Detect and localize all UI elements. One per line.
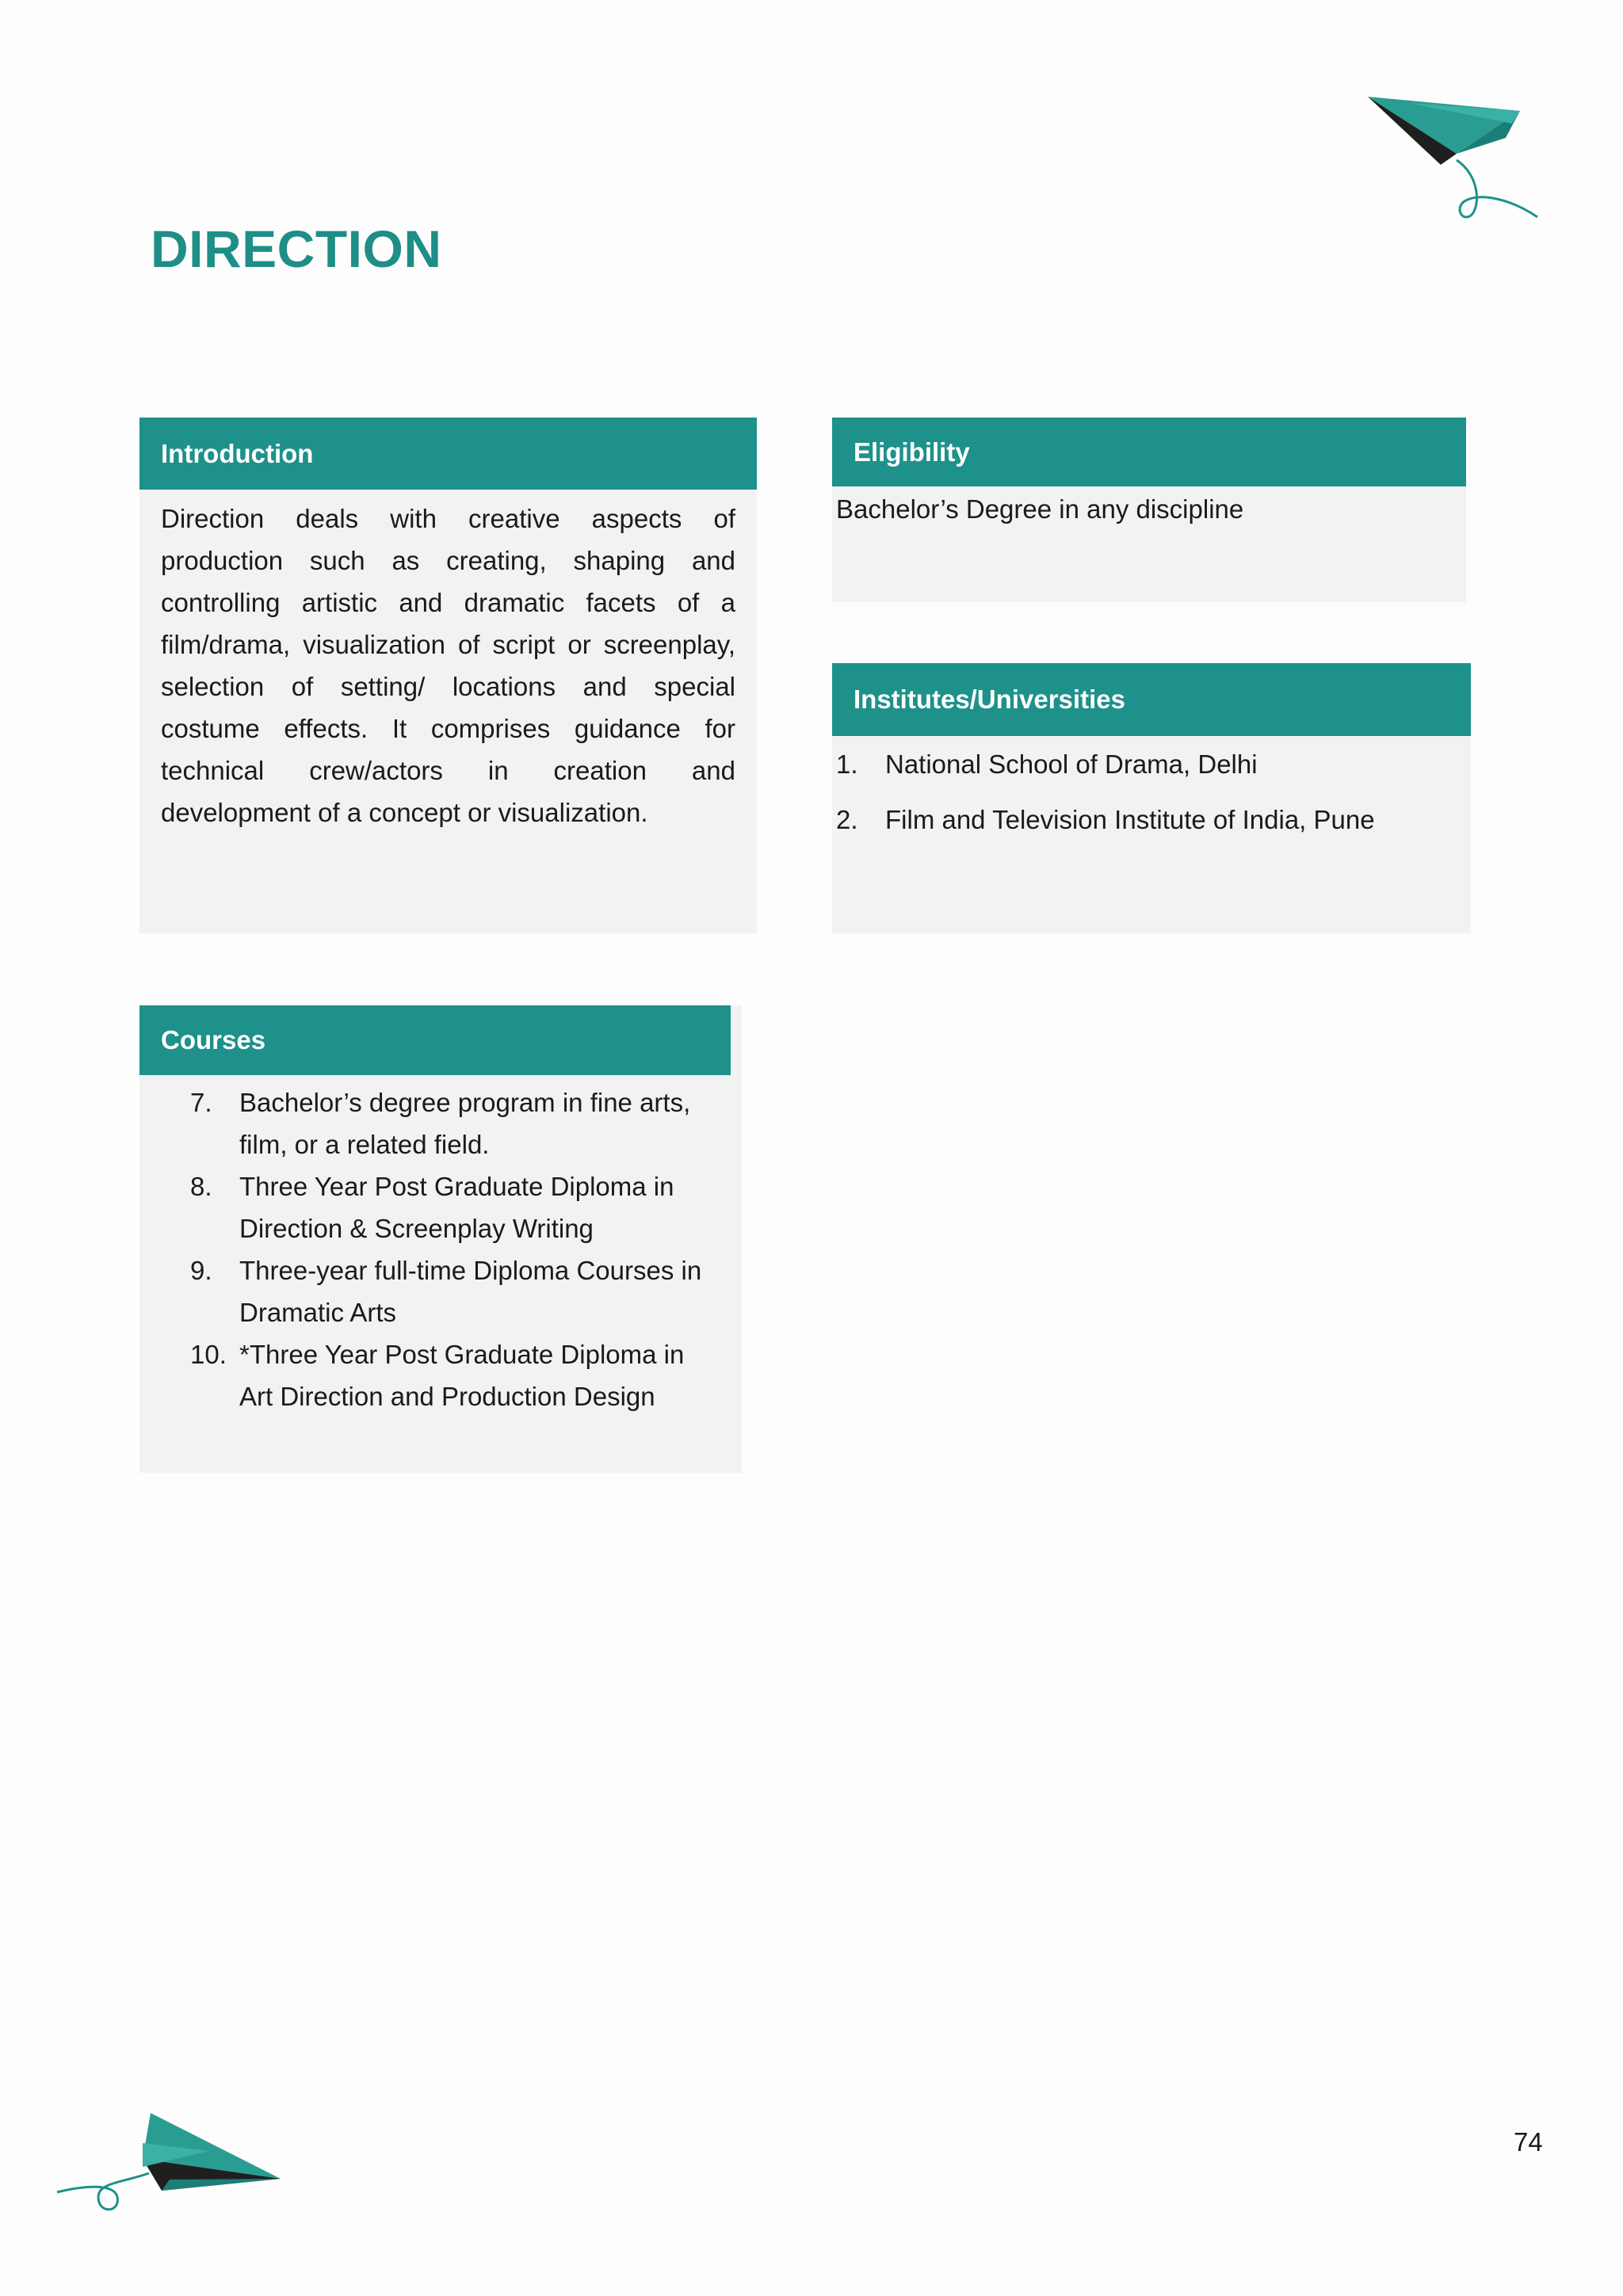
list-item-number: 1. <box>836 749 858 779</box>
list-item <box>190 1333 742 1417</box>
list-item-number: 8. <box>190 1172 212 1201</box>
paper-plane-icon <box>1361 89 1552 231</box>
list-item <box>190 1081 742 1165</box>
list-item-number: 9. <box>190 1256 212 1285</box>
introduction-text: Direction deals with creative aspects of production such as creating, shaping and controlling artistic and dramatic facets of a film/drama, visualization of script or screenplay, selection of setting/ locations and special costume effects. It comprises guidance for technical crew/actors in creation and development of a concept or visualization. <box>161 504 735 827</box>
list-item <box>836 736 1471 791</box>
introduction-card <box>139 418 757 933</box>
eligibility-heading: Eligibility <box>832 418 1466 486</box>
list-item-text: Film and Television Institute of India, Pune <box>885 804 1375 834</box>
list-item-text: *Three Year Post Graduate Diploma in Art Direction and Production Design <box>239 1340 685 1411</box>
institutes-heading: Institutes/Universities <box>832 663 1471 736</box>
courses-card <box>139 1005 742 1473</box>
institutes-list <box>836 736 1471 847</box>
eligibility-card <box>832 418 1466 602</box>
list-item-number: 7. <box>190 1088 212 1117</box>
list-item <box>190 1165 742 1249</box>
list-item-number: 10. <box>190 1340 227 1369</box>
courses-list <box>190 1081 742 1417</box>
institutes-card <box>832 663 1471 933</box>
page-title: DIRECTION <box>151 219 442 278</box>
list-item <box>190 1249 742 1333</box>
eligibility-text: Bachelor’s Degree in any discipline <box>836 494 1244 524</box>
page-number: 74 <box>1514 2127 1543 2157</box>
paper-plane-icon <box>51 2103 296 2262</box>
courses-heading: Courses <box>139 1005 731 1075</box>
list-item-text: Three Year Post Graduate Diploma in Direction & Screenplay Writing <box>239 1172 674 1243</box>
introduction-heading: Introduction <box>139 418 757 490</box>
list-item-text: Bachelor’s degree program in fine arts, film, or a related field. <box>239 1088 691 1159</box>
list-item <box>836 791 1471 847</box>
list-item-text: National School of Drama, Delhi <box>885 749 1258 779</box>
list-item-number: 2. <box>836 804 858 834</box>
list-item-text: Three-year full-time Diploma Courses in Dramatic Arts <box>239 1256 702 1327</box>
